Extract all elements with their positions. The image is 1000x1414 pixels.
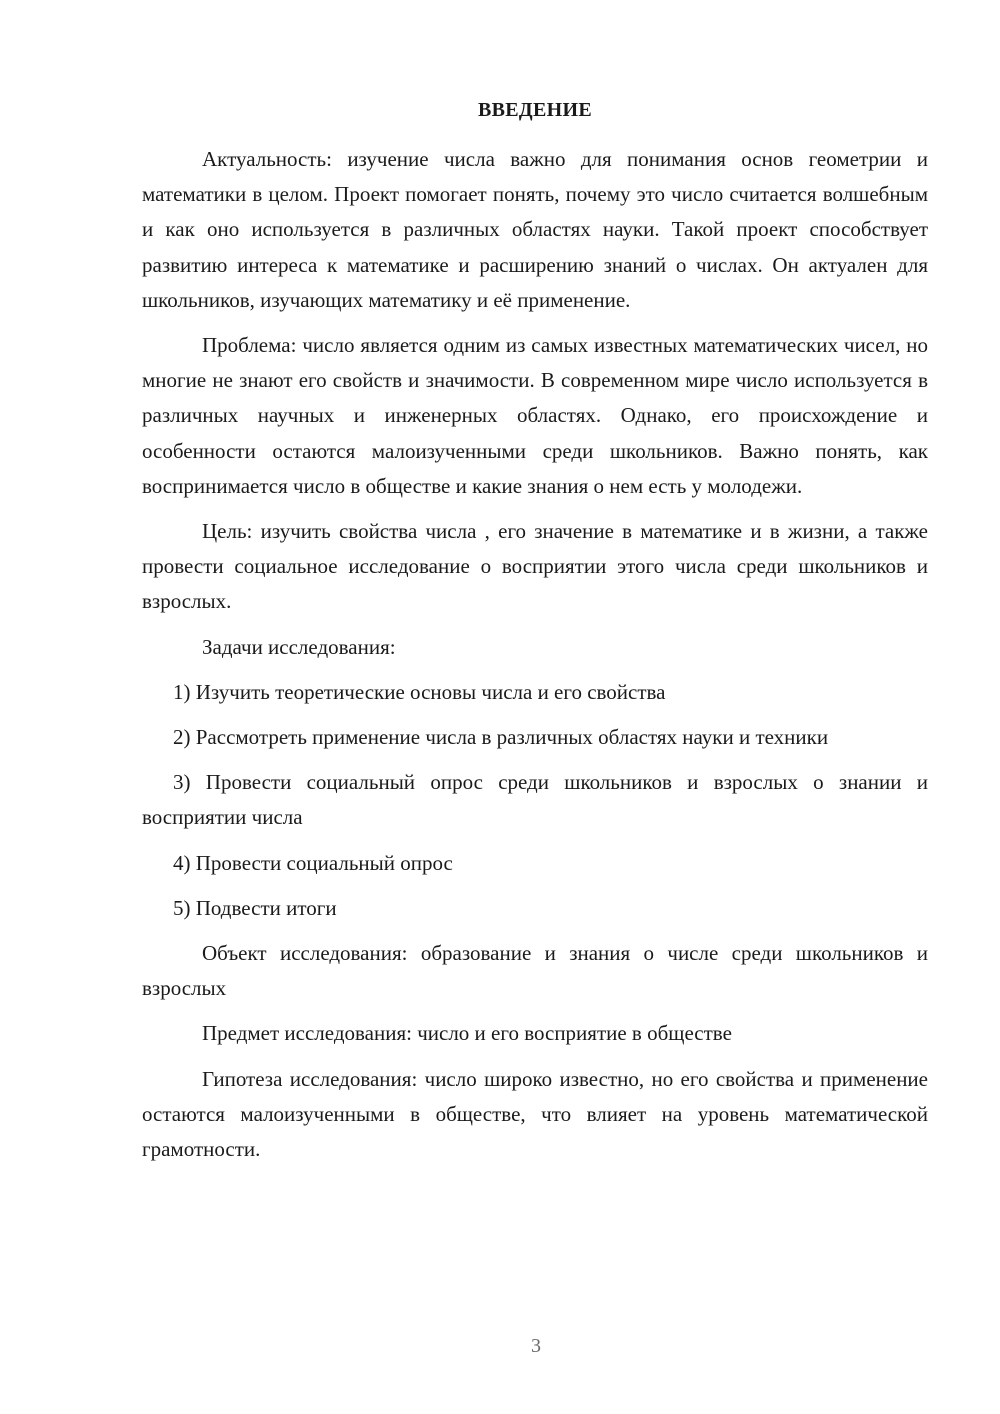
section-heading: ВВЕДЕНИЕ [478,99,592,121]
task-item: 2) Рассмотреть применение числа в различных областях науки и техники [173,725,829,750]
paragraph-problem: Проблема: число является одним из самых известных математических чисел, но многие не знают его свойств и значимости. В современном мире число используется в различных научных и инженерных областях. Однако, его происхождение и особенности остаются малоизученными среди школьников. Важно понять, как воспринимается число в обществе и какие знания о нем есть у молодежи. [142,333,928,498]
task-item: 1) Изучить теоретические основы числа и его свойства [173,679,666,704]
paragraph-subject: Предмет исследования: число и его восприятие в обществе [202,1021,732,1046]
document-body [142,142,928,1167]
task-item: 5) Подвести итоги [173,895,337,920]
paragraph-tasks-heading: Задачи исследования: [202,634,396,659]
paragraph-goal: Цель: изучить свойства числа , его значение в математике и в жизни, а также провести социальное исследование о восприятии этого числа среди школьников и взрослых. [142,519,928,614]
task-item: 4) Провести социальный опрос [173,850,453,875]
task-item: 3) Провести социальный опрос среди школьников и взрослых о знании и восприятии числа [142,770,928,830]
page-number: 3 [531,1335,541,1357]
paragraph-relevance: Актуальность: изучение числа важно для понимания основ геометрии и математики в целом. Проект помогает понять, почему это число считается волшебным и как оно используется в различных областях науки. Такой проект способствует развитию интереса к математике и расширению знаний о числах. Он актуален для школьников, изучающих математику и её применение. [142,147,928,312]
paragraph-object: Объект исследования: образование и знания о числе среди школьников и взрослых [142,941,928,1001]
paragraph-hypothesis: Гипотеза исследования: число широко известно, но его свойства и применение остаются малоизученными в обществе, что влияет на уровень математической грамотности. [142,1066,928,1162]
